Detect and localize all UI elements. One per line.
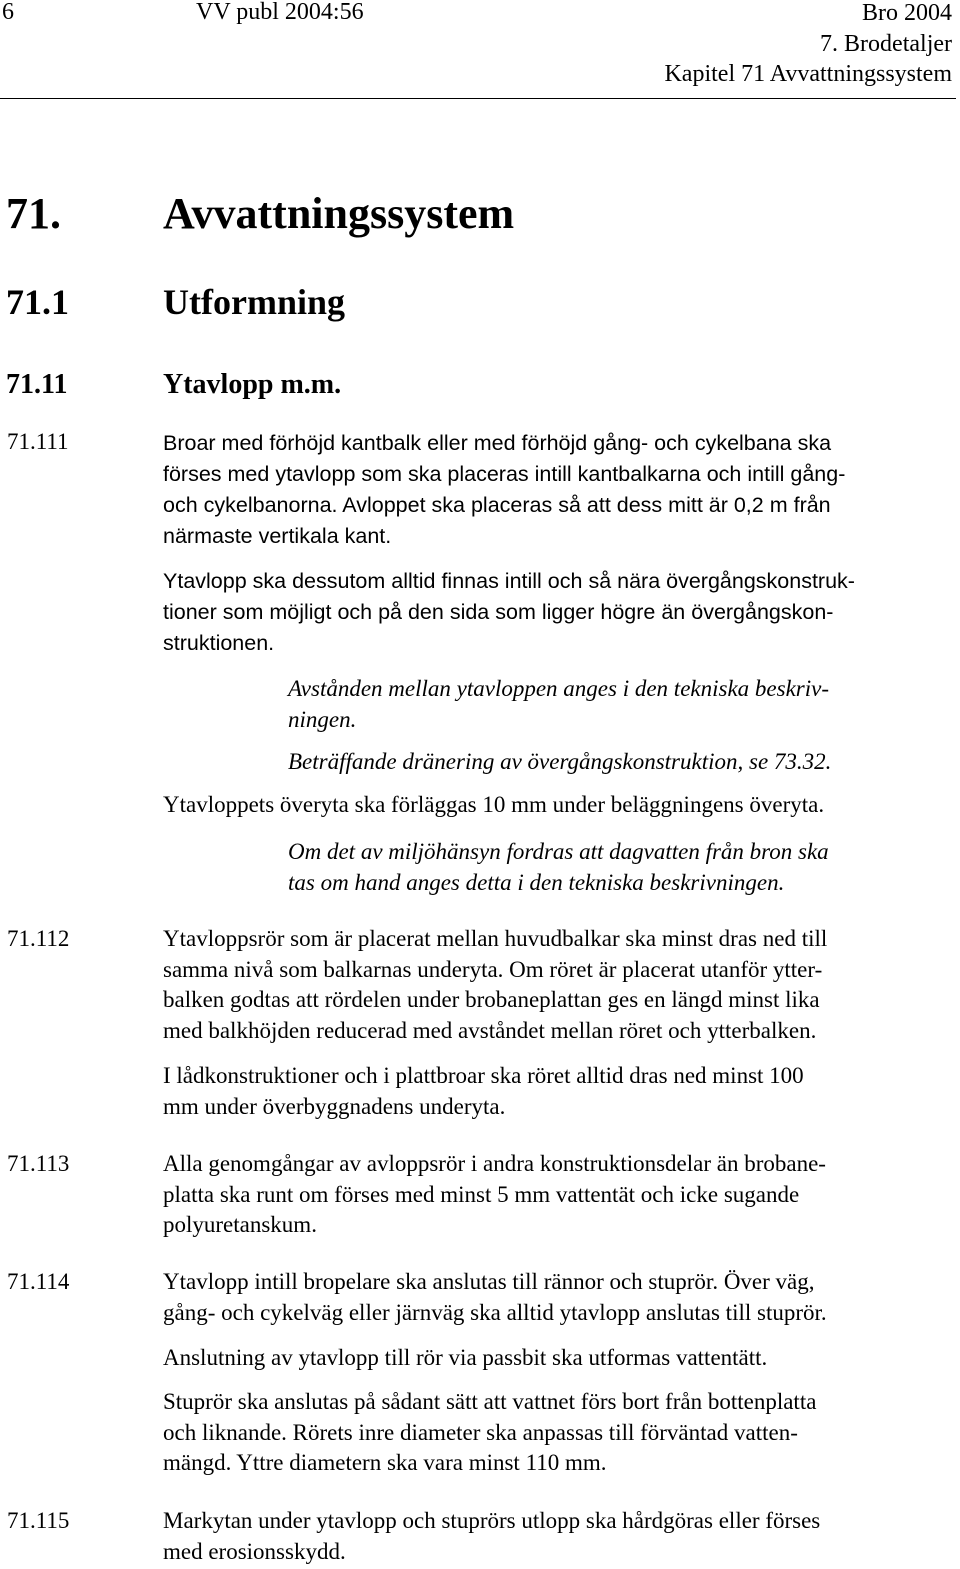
- section-71-111-paragraph-1: [163, 428, 933, 552]
- text-line: Om det av miljöhänsyn fordras att dagvatten från bron ska: [288, 839, 829, 864]
- text-line: polyuretanskum.: [163, 1212, 317, 1237]
- text-line: platta ska runt om förses med minst 5 mm vattentät och icke sugande: [163, 1181, 800, 1207]
- section-71-112-paragraph-2: [163, 1061, 948, 1122]
- heading-1-number: 71.: [6, 189, 61, 238]
- section-71-111-paragraph-3: Ytavloppets överyta ska förläggas 10 mm under beläggningens överyta.: [163, 792, 825, 817]
- section-71-111-note-1: [288, 673, 938, 735]
- text-line: förses med ytavlopp som ska placeras intill kantbalkarna och intill gång-: [163, 462, 846, 486]
- heading-2-number: 71.1: [6, 282, 69, 322]
- heading-2-title: Utformning: [163, 282, 345, 322]
- text-line: Markytan under ytavlopp och stuprörs utlopp ska hårdgöras eller förses: [163, 1508, 821, 1533]
- section-71-114-paragraph-1: [163, 1267, 948, 1328]
- running-header-right: [664, 0, 952, 90]
- text-line: samma nivå som balkarnas underyta. Om röret är placerat utanför ytter-: [163, 956, 823, 982]
- section-71-112-paragraph-1: [163, 924, 948, 1046]
- text-line: med erosionsskydd.: [163, 1538, 346, 1564]
- text-line: struktionen.: [163, 631, 275, 655]
- text-line: mm under överbyggnadens underyta.: [163, 1093, 506, 1119]
- text-line: gång- och cykelväg eller järnväg ska alltid ytavlopp anslutas till stuprör.: [163, 1299, 827, 1325]
- header-rule: [0, 98, 956, 99]
- publication-id: VV publ 2004:56: [196, 0, 364, 25]
- heading-1-title: Avvattningssystem: [163, 189, 515, 238]
- page-number: 6: [2, 0, 14, 25]
- text-line: Broar med förhöjd kantbalk eller med förhöjd gång- och cykelbana ska: [163, 431, 832, 455]
- text-line: Ytavlopp ska dessutom alltid finnas intill och så nära övergångskonstruk-: [163, 569, 855, 593]
- chapter-title: Kapitel 71 Avvattningssystem: [664, 61, 952, 87]
- section-71-114-paragraph-2: Anslutning av ytavlopp till rör via passbit ska utformas vattentätt.: [163, 1345, 768, 1370]
- text-line: och cykelbanorna. Avloppet ska placeras så att dess mitt är 0,2 m från: [163, 493, 831, 517]
- text-line: Ytavloppsrör som är placerat mellan huvudbalkar ska minst dras ned till: [163, 926, 828, 951]
- text-line: Ytavlopp intill bropelare ska anslutas till rännor och stuprör. Över väg,: [163, 1269, 815, 1294]
- text-line: och liknande. Rörets inre diameter ska anpassas till förväntad vatten-: [163, 1419, 798, 1445]
- section-71-114-paragraph-3: [163, 1387, 948, 1479]
- heading-3-title: Ytavlopp m.m.: [163, 369, 342, 400]
- text-line: närmaste vertikala kant.: [163, 524, 392, 548]
- section-number-71-115: 71.115: [7, 1508, 70, 1533]
- section-71-111-paragraph-2: [163, 566, 933, 659]
- text-line: I lådkonstruktioner och i plattbroar ska röret alltid dras ned minst 100: [163, 1063, 804, 1088]
- section-number-71-113: 71.113: [7, 1151, 70, 1176]
- text-line: balken godtas att rördelen under brobaneplattan ges en längd minst lika: [163, 987, 820, 1012]
- section-71-111-note-2: Beträffande dränering av övergångskonstruktion, se 73.32.: [288, 749, 832, 774]
- text-line: med balkhöjden reducerad med avståndet mellan röret och ytterbalken.: [163, 1017, 817, 1043]
- text-line: tioner som möjligt och på den sida som ligger högre än övergångskon-: [163, 600, 834, 624]
- section-71-115-paragraph-1: [163, 1506, 948, 1567]
- text-line: ningen.: [288, 707, 357, 732]
- section-number-71-112: 71.112: [7, 926, 70, 951]
- text-line: mängd. Yttre diametern ska vara minst 110 mm.: [163, 1450, 607, 1475]
- heading-3-number: 71.11: [6, 369, 68, 400]
- text-line: Stuprör ska anslutas på sådant sätt att vattnet förs bort från bottenplatta: [163, 1389, 817, 1414]
- text-line: Alla genomgångar av avloppsrör i andra konstruktionsdelar än brobane-: [163, 1151, 826, 1176]
- section-number-71-114: 71.114: [7, 1269, 70, 1294]
- part-title: 7. Brodetaljer: [820, 30, 952, 57]
- section-71-113-paragraph-1: [163, 1149, 948, 1241]
- section-number-71-111: 71.111: [7, 429, 69, 454]
- section-71-111-note-3: [288, 836, 938, 898]
- series-title: Bro 2004: [862, 0, 952, 26]
- text-line: tas om hand anges detta i den tekniska beskrivningen.: [288, 870, 785, 895]
- text-line: Avstånden mellan ytavloppen anges i den tekniska beskriv-: [288, 676, 829, 701]
